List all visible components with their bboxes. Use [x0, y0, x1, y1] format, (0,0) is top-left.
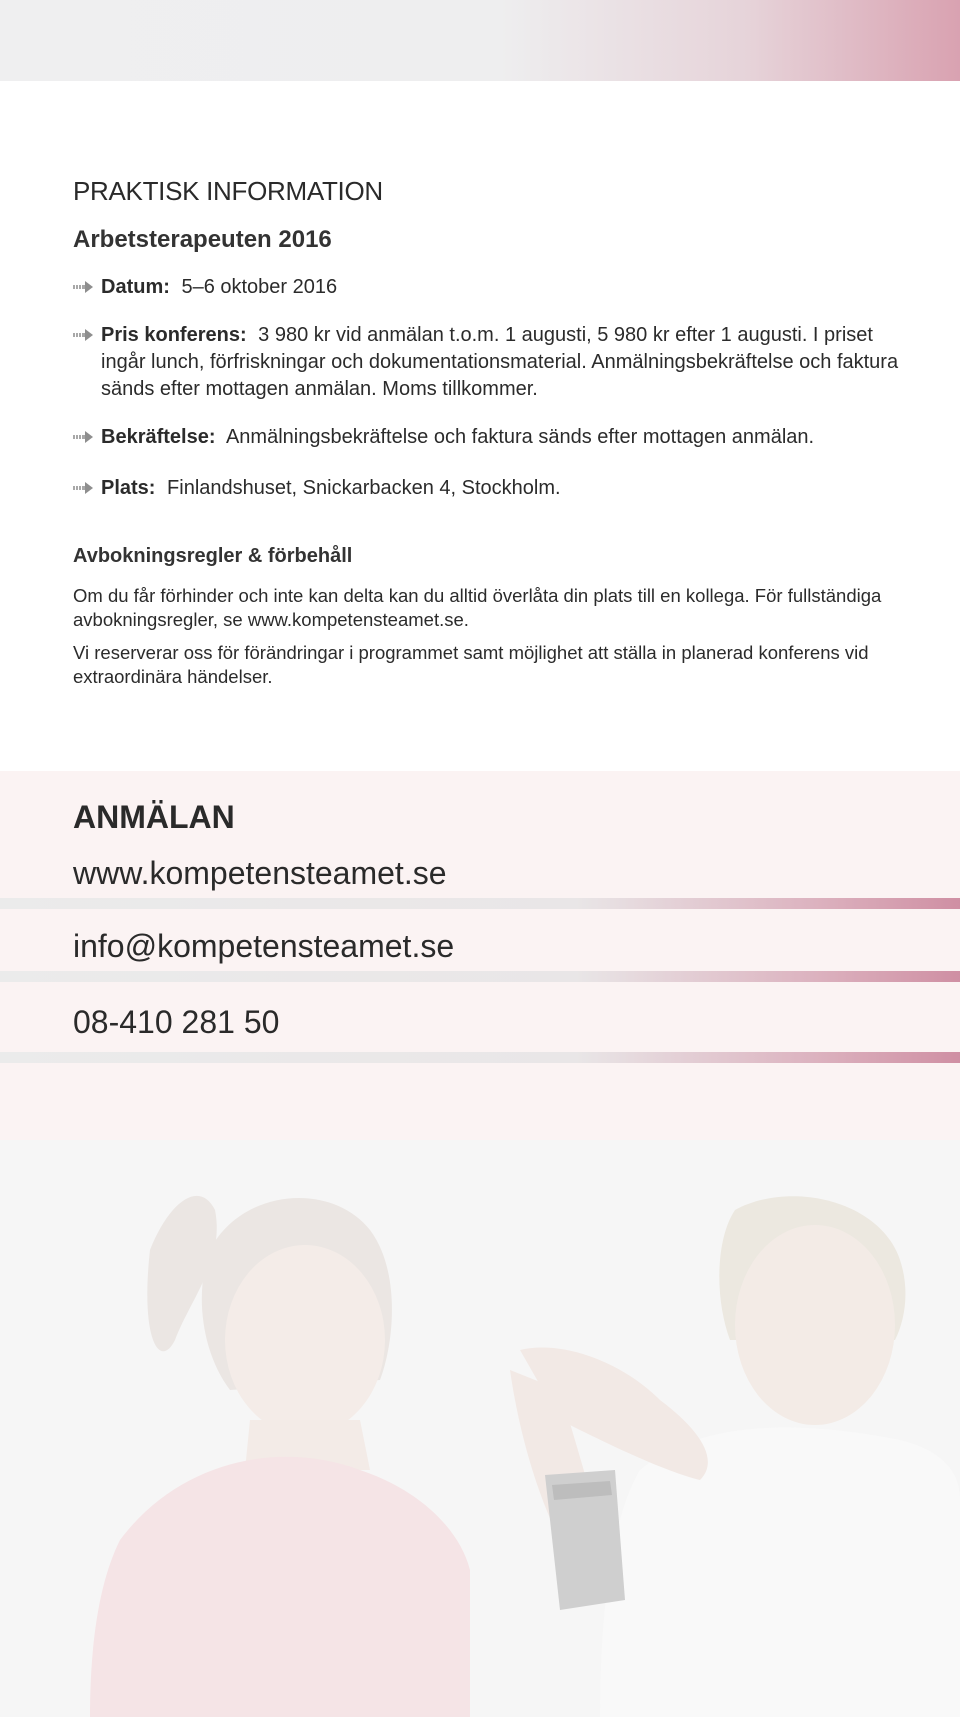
arrow-right-icon: [73, 279, 95, 295]
info-label: Datum:: [101, 276, 170, 298]
email-link[interactable]: info@kompetensteamet.se: [73, 928, 455, 964]
event-title: Arbetsterapeuten 2016: [73, 226, 332, 253]
info-label: Bekräftelse:: [101, 426, 216, 448]
arrow-right-icon: [73, 429, 95, 445]
info-item-bekraftelse: [73, 424, 913, 451]
info-item-datum: [73, 274, 913, 301]
header-gradient-band: [0, 0, 960, 81]
therapy-photo-illustration: [0, 1140, 960, 1717]
info-value: Finlandshuset, Snickarbacken 4, Stockholm.: [167, 477, 561, 499]
info-label: Pris konferens:: [101, 324, 247, 346]
reservation-paragraph: Vi reserverar oss för förändringar i programmet samt möjlighet att ställa in planerad konferens vid extraordinära händelser.: [73, 642, 869, 687]
phone-number: 08-410 281 50: [73, 1004, 280, 1040]
info-label: Plats:: [101, 477, 156, 499]
info-value: 5–6 oktober 2016: [181, 276, 338, 298]
faded-photo-illustration: [0, 1140, 960, 1717]
info-value: Anmälningsbekräftelse och faktura sänds efter mottagen anmälan.: [225, 426, 815, 448]
arrow-right-icon: [73, 327, 95, 343]
cancellation-title: Avbokningsregler & förbehåll: [73, 545, 353, 567]
divider-stripe: [0, 971, 960, 982]
website-link[interactable]: www.kompetensteamet.se: [73, 855, 447, 891]
divider-stripe: [0, 898, 960, 909]
divider-stripe: [0, 1052, 960, 1063]
info-item-pris: [73, 322, 913, 403]
info-item-plats: [73, 475, 913, 502]
section-title: PRAKTISK INFORMATION: [73, 176, 383, 206]
registration-title: ANMÄLAN: [73, 799, 235, 835]
arrow-right-icon: [73, 480, 95, 496]
cancellation-paragraph: Om du får förhinder och inte kan delta kan du alltid överlåta din plats till en kollega. För fullständiga avbokningsregler, se www.kompetensteamet.se.: [73, 585, 882, 630]
info-value: 3 980 kr vid anmälan t.o.m. 1 augusti, 5 980 kr efter 1 augusti. I priset ingår lunch, förfriskningar och dokumentationsmaterial. Anmälningsbekräftelse och faktura sänds efter mottagen anmälan. Moms tillkommer.: [101, 324, 899, 400]
